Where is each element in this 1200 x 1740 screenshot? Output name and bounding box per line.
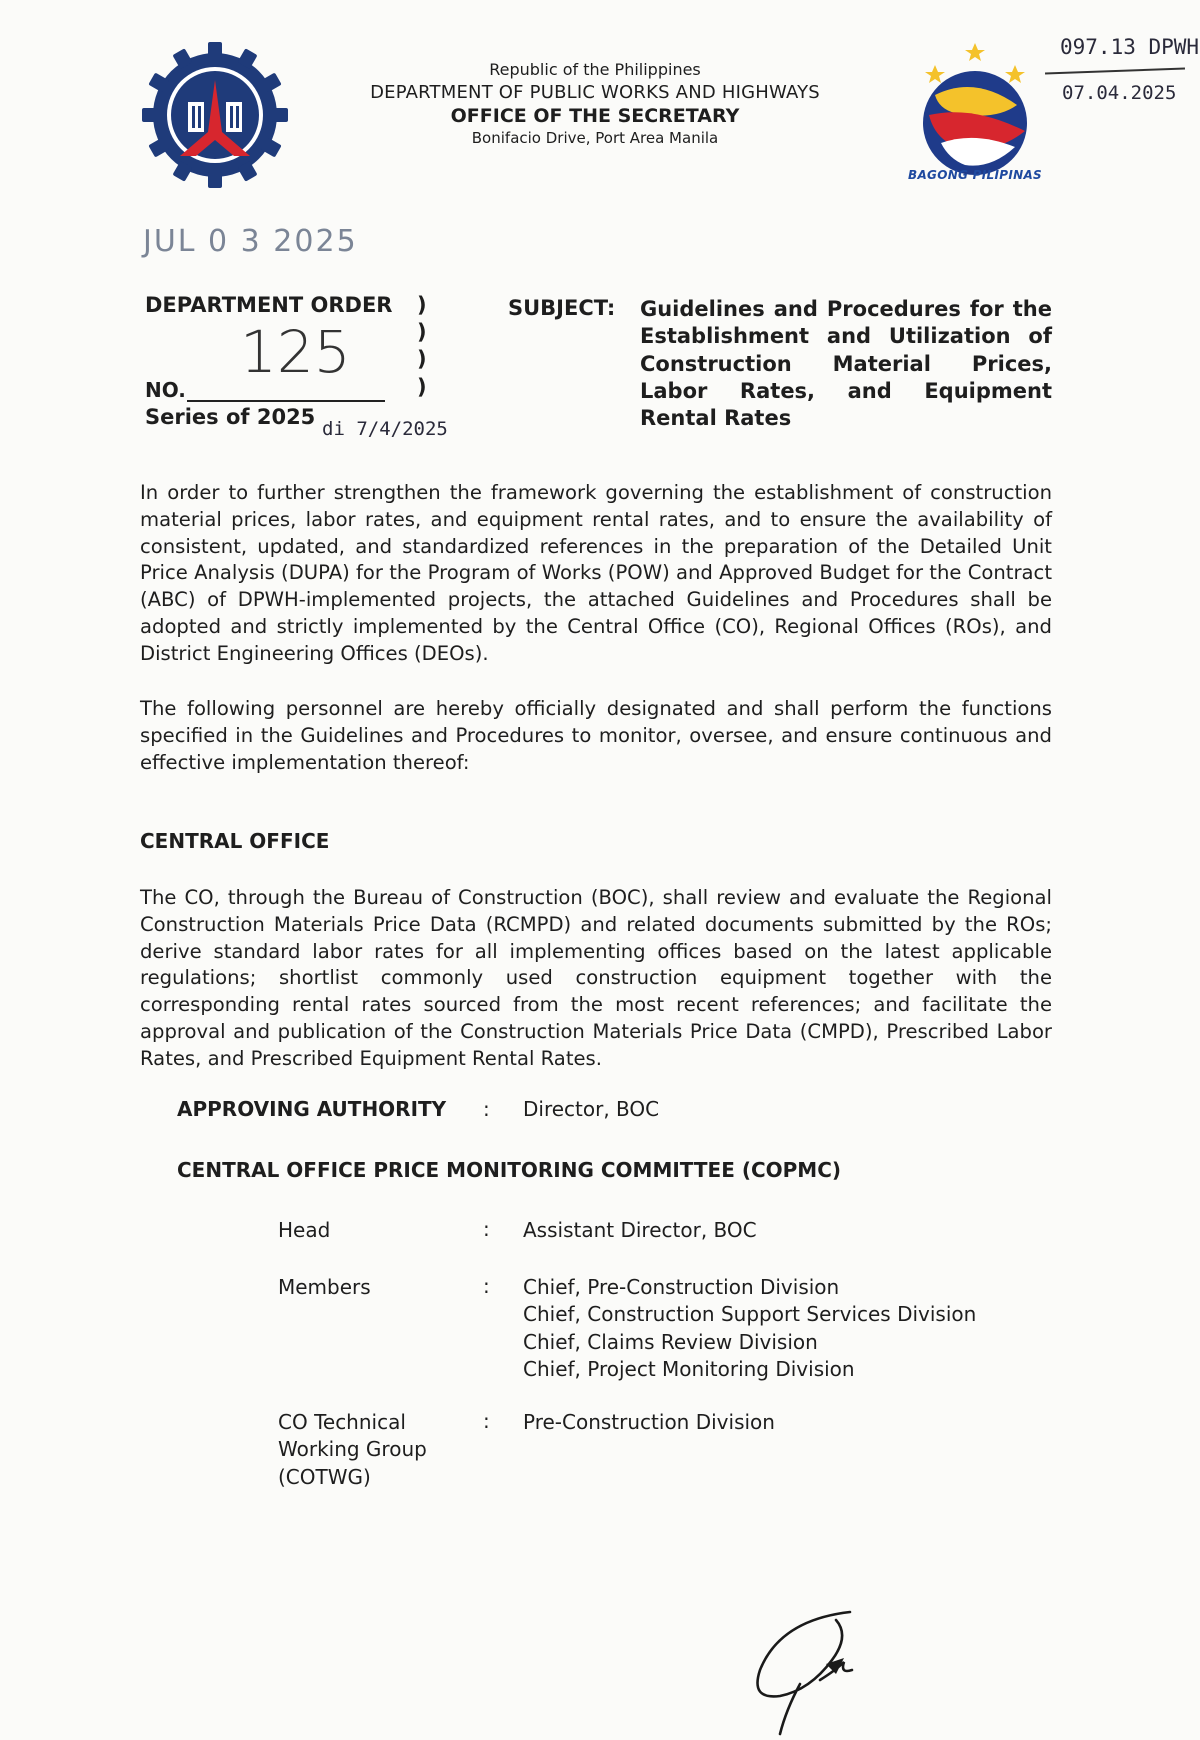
copmc-member: Chief, Claims Review Division (523, 1329, 818, 1354)
order-no-label: NO. (145, 378, 186, 402)
copmc-member: Chief, Project Monitoring Division (523, 1357, 855, 1382)
approving-authority-value: Director, BOC (523, 1097, 660, 1121)
copmc-member: Chief, Pre-Construction Division (523, 1275, 840, 1299)
department-order-label: DEPARTMENT ORDER (145, 293, 393, 317)
order-paren: ) (417, 347, 427, 371)
central-office-heading: CENTRAL OFFICE (140, 829, 330, 853)
signature-mark (740, 1600, 890, 1740)
order-paren: ) (417, 375, 427, 399)
body-paragraph-1: In order to further strengthen the framework governing the establishment of construction material prices, labor rates, and equipment rental rates, and to ensure the availability of consistent, updated, and standardized references in the preparation of the Detailed Unit Price Analysis (DUPA) for the Program of Works (POW) and Approved Budget for the Contract (ABC) of DPWH-implemented projects, the attached Guidelines and Procedures shall be adopted and strictly implemented by the Central Office (CO), Regional Offices (ROs), and District Engineering Offices (DEOs). (140, 481, 1052, 665)
receipt-date: 07.04.2025 (1062, 82, 1177, 104)
republic-line: Republic of the Philippines (489, 60, 701, 79)
subject-text: Guidelines and Procedures for the Establishment and Utilization of Construction Material Prices, Labor Rates, and Equipment Rental Rates (640, 297, 1052, 431)
order-paren: ) (417, 320, 427, 344)
department-name: DEPARTMENT OF PUBLIC WORKS AND HIGHWAYS (370, 81, 820, 103)
letterhead (300, 60, 890, 148)
bagong-pilipinas-text: BAGONG PILIPINAS (908, 168, 1042, 182)
cotwg-label-line: (COTWG) (278, 1464, 371, 1489)
dpwh-seal-logo (140, 40, 290, 190)
order-no-underline (187, 400, 385, 402)
copmc-head-value: Assistant Director, BOC (523, 1218, 757, 1242)
cotwg-label-line: Working Group (278, 1437, 427, 1462)
approving-authority-colon: : (483, 1097, 490, 1121)
order-series: Series of 2025 (145, 405, 316, 429)
subject-label: SUBJECT: (508, 296, 616, 320)
office-address: Bonifacio Drive, Port Area Manila (471, 128, 719, 147)
order-paren: ) (417, 293, 427, 317)
cotwg-label-line: CO Technical (278, 1410, 406, 1434)
body-paragraph-3: The CO, through the Bureau of Construction (BOC), shall review and evaluate the Regional Construction Materials Price Data (RCMPD) and related documents submitted by the ROs; derive standard labor rates for all implementing offices based on the latest applicable regulations; shortlist commonly used construction equipment together with the corresponding rental rates sourced from the most recent references; and facilitate the approval and publication of the Construction Materials Price Data (CMPD), Prescribed Labor Rates, and Prescribed Equipment Rental Rates. (140, 886, 1052, 1070)
copmc-members-list (523, 1274, 976, 1384)
copmc-members-label: Members (278, 1275, 371, 1299)
approving-authority-label: APPROVING AUTHORITY (177, 1097, 447, 1121)
body-paragraph-2: The following personnel are hereby officially designated and shall perform the functions specified in the Guidelines and Procedures to monitor, oversee, and ensure continuous and effective implementation thereof: (140, 697, 1052, 774)
cotwg-label (278, 1409, 427, 1491)
bagong-pilipinas-logo (895, 35, 1055, 185)
copmc-members-colon: : (483, 1274, 490, 1298)
order-number: 125 (240, 318, 351, 386)
date-stamp: JUL 0 3 2025 (143, 224, 358, 259)
copmc-title: CENTRAL OFFICE PRICE MONITORING COMMITTEE (COPMC) (177, 1158, 842, 1182)
cotwg-colon: : (483, 1409, 490, 1433)
handwritten-date-note: di 7/4/2025 (322, 418, 448, 440)
receipt-number: 097.13 DPWH (1060, 35, 1200, 59)
copmc-member: Chief, Construction Support Services Division (523, 1302, 977, 1327)
cotwg-value: Pre-Construction Division (523, 1410, 775, 1434)
copmc-head-colon: : (483, 1217, 490, 1241)
copmc-head-label: Head (278, 1218, 331, 1242)
office-name: OFFICE OF THE SECRETARY (450, 105, 740, 128)
receipt-underline (1045, 68, 1185, 75)
